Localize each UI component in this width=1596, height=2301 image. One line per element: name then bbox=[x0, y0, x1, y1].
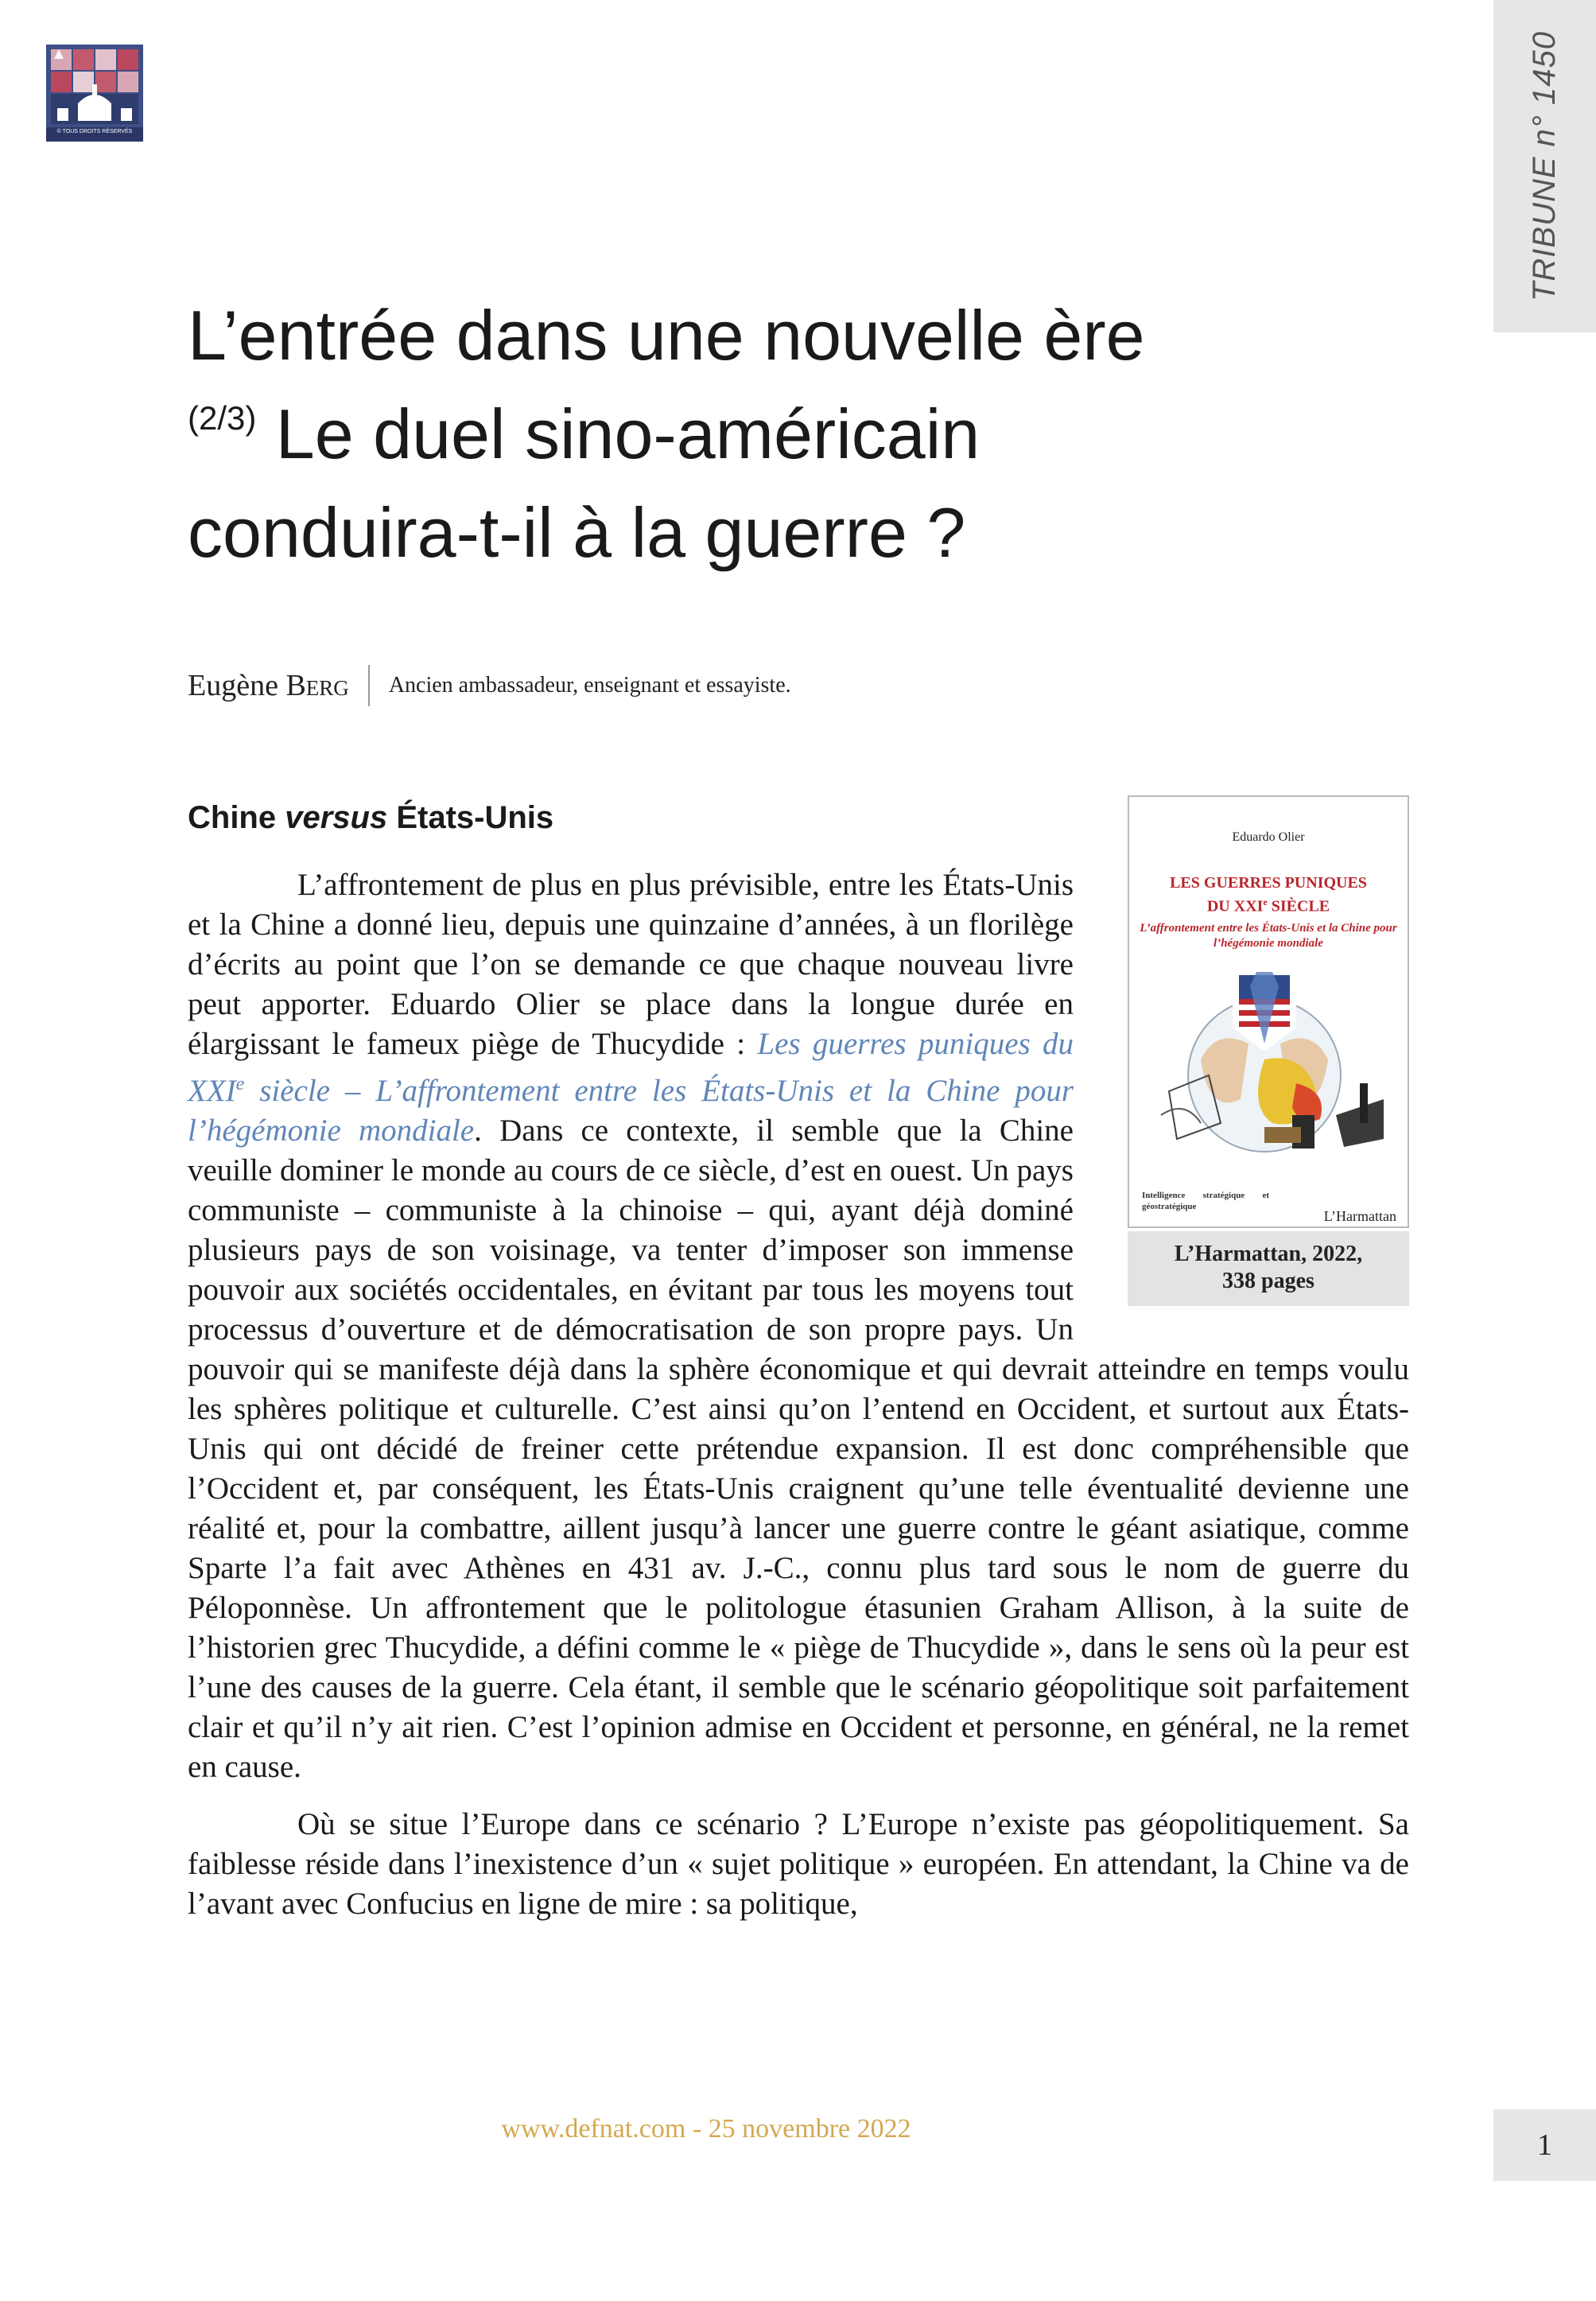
author-name bbox=[188, 668, 349, 703]
caption-line-1: L’Harmattan, 2022, bbox=[1174, 1242, 1363, 1266]
tribune-label: TRIBUNE n° 1450 bbox=[1527, 30, 1562, 302]
title-line-3: conduira-t-il à la guerre ? bbox=[188, 493, 966, 572]
book-cover bbox=[1128, 795, 1409, 1228]
rdn-logo-icon bbox=[46, 45, 143, 142]
title-part-number: (2/3) bbox=[188, 399, 257, 437]
page-number: 1 bbox=[1493, 2109, 1596, 2181]
cover-title-sup: e bbox=[1263, 896, 1268, 908]
book-figure bbox=[1128, 795, 1409, 1306]
author-row bbox=[188, 665, 791, 706]
author-last-name: Berg bbox=[285, 669, 349, 702]
book-title-part-b: siècle – L’affrontement entre les États-Unis et la Chine pour l’hégémonie mondiale bbox=[188, 1074, 1074, 1148]
cover-title-line-2: DU XXI bbox=[1206, 897, 1264, 915]
title-line-1: L’entrée dans une nouvelle ère bbox=[188, 296, 1145, 375]
paragraph-2: Où se situe l’Europe dans ce scénario ? L’Europe n’existe pas géopolitiquement. Sa faiblesse réside dans l’inexistence d’un « sujet politique » européen. En attendant, la Chine va de l’avant avec Confucius en ligne de mire : sa politique, bbox=[188, 1807, 1409, 1921]
paragraph-1-end: . Dans ce contexte, il semble que la Chine veuille dominer le monde au cours de ce siècle, d’est en ouest. Un pays communiste – communiste à la chinoise – qui, ayant déjà dominé plusieurs pays de son voisinage, va tenter d’imposer son immense pouvoir aux sociétés occidentales, en évitant par tous les moyens tout processus d’ouverture et de démocratisation de son propre pays. Un pouvoir qui se manifeste déjà dans la sphère économique et qui devrait atteindre en temps voulu les sphères politique et culturelle. C’est ainsi qu’on l’entend en Occident, et surtout aux États-Unis qui ont décidé de freiner cette prétendue expansion. Il est donc compréhensible que l’Occident et, par conséquent, les États-Unis craignent qu’une telle éventualité devienne une réalité et, pour la combattre, aillent jusqu’à lancer une guerre contre le géant asiatique, comme Sparte l’a fait avec Athènes en 431 av. J.-C., connu plus tard sous le nom de guerre du Péloponnèse. Un affrontement que le politologue étasunien Graham Allison, à la suite de l’historien grec Thucydide, a défini comme le « piège de Thucydide », dans le sens où la peur est l’une des causes de la guerre. Cela étant, il semble que le scénario géopolitique soit parfaitement clair et qu’il n’y ait rien. C’est l’opinion admise en Occident et personne, en général, ne la remet en cause. bbox=[188, 1114, 1409, 1784]
cover-title-line-2-end: SIÈCLE bbox=[1267, 897, 1330, 915]
cover-subtitle: L’affrontement entre les États-Unis et la Chine pour l’hégémonie mondiale bbox=[1140, 922, 1397, 950]
cover-title bbox=[1129, 873, 1408, 916]
section-heading-pre: Chine bbox=[188, 800, 285, 835]
section-heading-em: versus bbox=[285, 800, 388, 835]
cover-collection: Intelligence stratégique et géostratégique bbox=[1142, 1191, 1269, 1211]
author-role: Ancien ambassadeur, enseignant et essayiste. bbox=[388, 673, 791, 698]
section-heading bbox=[188, 800, 553, 836]
article-title bbox=[188, 286, 1460, 582]
title-line-2: Le duel sino-américain bbox=[256, 395, 981, 473]
cover-illustration-icon bbox=[1145, 956, 1392, 1171]
cover-title-line-1: LES GUERRES PUNIQUES bbox=[1170, 874, 1367, 892]
tribune-tab bbox=[1493, 0, 1596, 332]
author-divider bbox=[368, 665, 370, 706]
footer-site-date: www.defnat.com - 25 novembre 2022 bbox=[501, 2114, 911, 2144]
cover-publisher: L’Harmattan bbox=[1323, 1208, 1396, 1224]
cover-author: Eduardo Olier bbox=[1232, 830, 1305, 844]
caption-line-2: 338 pages bbox=[1222, 1269, 1314, 1293]
article-body bbox=[188, 830, 1409, 1941]
book-title-sup: e bbox=[235, 1074, 245, 1094]
author-first-name: Eugène bbox=[188, 669, 286, 702]
logo-caption: © TOUS DROITS RÉSERVÉS bbox=[56, 129, 133, 134]
paragraph-1-start: L’affrontement de plus en plus prévisible, entre les États-Unis et la Chine a donné lieu, depuis une quinzaine d’années, à un florilège d’écrits au point que l’on se demande ce que chaque nouveau livre peut apporter. Eduardo Olier se place dans la longue durée en élargissant le fameux piège de Thucydide : bbox=[188, 868, 1074, 1061]
book-caption bbox=[1128, 1231, 1409, 1306]
section-heading-post: États-Unis bbox=[387, 800, 554, 835]
book-title-part-a: Les guerres puniques du XXI bbox=[188, 1027, 1074, 1108]
